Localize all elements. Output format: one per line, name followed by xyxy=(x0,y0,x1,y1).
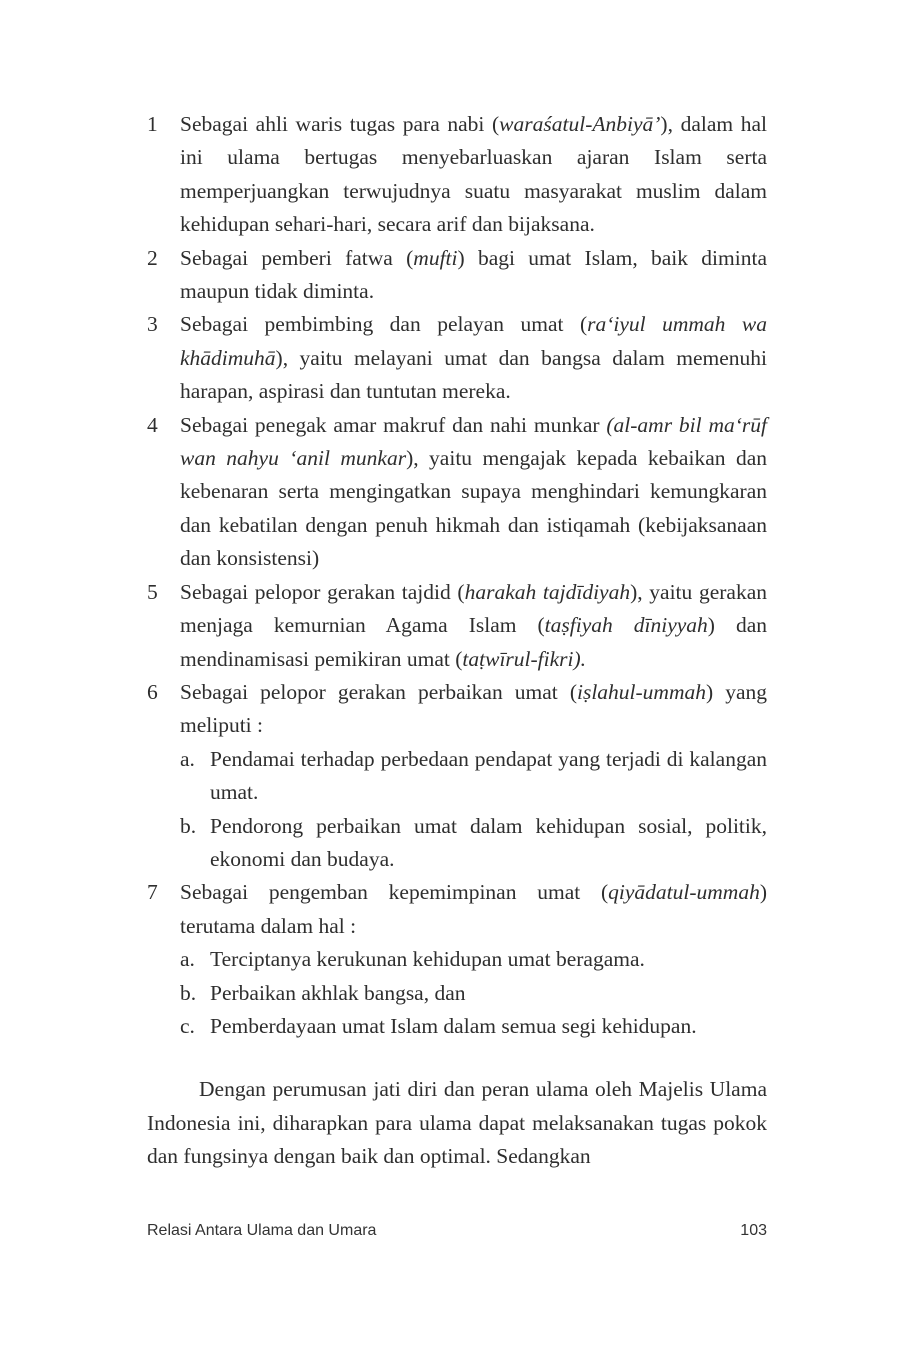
item-body xyxy=(180,242,767,309)
text-run: ) dan mendinamisasi pemikiran umat ( xyxy=(180,613,768,671)
sub-item xyxy=(180,943,767,976)
sub-item-letter: a. xyxy=(180,947,195,972)
item-body xyxy=(180,108,767,242)
list-item xyxy=(147,409,767,576)
item-text xyxy=(180,676,767,743)
italic-term: iṣlahul-ummah xyxy=(576,679,706,704)
italic-term: harakah tajdīdiyah xyxy=(464,579,631,604)
running-title: Relasi Antara Ulama dan Umara xyxy=(147,1222,377,1239)
item-body xyxy=(180,676,767,876)
item-text xyxy=(180,409,767,576)
list-item xyxy=(147,308,767,408)
sub-item-text: Pendamai terhadap perbedaan pendapat yang terjadi di kalangan umat. xyxy=(210,746,767,805)
item-text xyxy=(180,242,767,309)
closing-paragraph: Dengan perumusan jati diri dan peran ulama oleh Majelis Ulama Indonesia ini, diharapkan para ulama dapat melaksanakan tugas pokok dan fungsinya dengan baik dan optimal. Sedangkan xyxy=(147,1077,767,1169)
italic-term: (al-amr bil ma‘rūf wan nahyu ‘anil munkar xyxy=(180,412,767,471)
page-number: 103 xyxy=(740,1222,767,1239)
item-number: 3 xyxy=(147,312,158,337)
italic-term: mufti xyxy=(413,245,458,270)
italic-term: waraśatul-Anbiyā’ xyxy=(499,112,661,136)
item-number: 1 xyxy=(147,112,158,136)
item-number: 2 xyxy=(147,245,158,270)
role-list xyxy=(147,108,767,1043)
sub-item xyxy=(180,977,767,1010)
italic-term: qiyādatul-ummah xyxy=(608,880,760,905)
sub-item xyxy=(180,1010,767,1043)
text-run: ) bagi umat Islam, baik diminta maupun tidak diminta. xyxy=(180,245,767,304)
item-body xyxy=(180,576,767,676)
item-text xyxy=(180,308,767,408)
item-body xyxy=(180,876,767,1043)
item-text xyxy=(180,876,767,943)
text-run: Sebagai penegak amar makruf dan nahi munkar xyxy=(180,412,607,437)
text-run: ) terutama dalam hal : xyxy=(180,880,767,938)
sub-item-text: Pemberdayaan umat Islam dalam semua segi kehidupan. xyxy=(210,1013,697,1038)
item-number: 5 xyxy=(147,579,158,604)
text-run: Sebagai pelopor gerakan tajdid ( xyxy=(180,579,465,604)
sub-item-letter: b. xyxy=(180,980,197,1005)
sub-item-text: Pendorong perbaikan umat dalam kehidupan sosial, politik, ekonomi dan budaya. xyxy=(210,813,767,871)
text-run: Sebagai pemberi fatwa ( xyxy=(180,245,414,270)
sub-item-letter: c. xyxy=(180,1013,195,1038)
page-content xyxy=(147,108,767,1195)
sub-item-letter: a. xyxy=(180,746,195,771)
list-item xyxy=(147,108,767,242)
italic-term: taṣfiyah dīniyyah xyxy=(544,613,708,638)
text-run: ) yang meliputi : xyxy=(180,679,767,738)
item-number: 7 xyxy=(147,880,158,905)
sub-item-text: Terciptanya kerukunan kehidupan umat beragama. xyxy=(210,947,645,972)
list-item xyxy=(147,676,767,876)
item-number: 6 xyxy=(147,679,158,704)
sub-item-text: Perbaikan akhlak bangsa, dan xyxy=(210,980,466,1005)
list-item xyxy=(147,242,767,309)
text-run: ), dalam hal ini ulama bertugas menyebarluaskan ajaran Islam serta memperjuangkan terwujudnya suatu masyarakat muslim dalam kehidupan sehari-hari, secara arif dan bijaksana. xyxy=(180,112,768,237)
italic-term: ra‘iyul ummah wa khādimuhā xyxy=(180,312,767,370)
text-run: Sebagai pengemban kepemimpinan umat ( xyxy=(180,880,609,905)
list-item xyxy=(147,576,767,676)
text-run: ), yaitu gerakan menjaga kemurnian Agama Islam ( xyxy=(180,579,767,638)
item-number: 4 xyxy=(147,412,158,437)
text-run: Sebagai ahli waris tugas para nabi ( xyxy=(180,112,500,136)
item-text xyxy=(180,576,767,676)
sub-item-letter: b. xyxy=(180,813,197,838)
text-run: Sebagai pelopor gerakan perbaikan umat ( xyxy=(180,679,577,704)
page-footer xyxy=(147,1222,767,1240)
sub-item xyxy=(180,810,767,877)
text-run: Sebagai pembimbing dan pelayan umat ( xyxy=(180,312,588,337)
italic-term: taṭwīrul-fikri). xyxy=(462,646,587,671)
item-text xyxy=(180,108,767,242)
item-body xyxy=(180,308,767,408)
item-body xyxy=(180,409,767,576)
list-item xyxy=(147,876,767,1043)
text-run: ), yaitu mengajak kepada kebaikan dan kebenaran serta mengingatkan supaya menghindari kemungkaran dan kebatilan dengan penuh hikmah dan istiqamah (kebijaksanaan dan konsistensi) xyxy=(180,446,767,571)
sub-item xyxy=(180,743,767,810)
text-run: ), yaitu melayani umat dan bangsa dalam memenuhi harapan, aspirasi dan tuntutan mereka. xyxy=(180,345,767,404)
